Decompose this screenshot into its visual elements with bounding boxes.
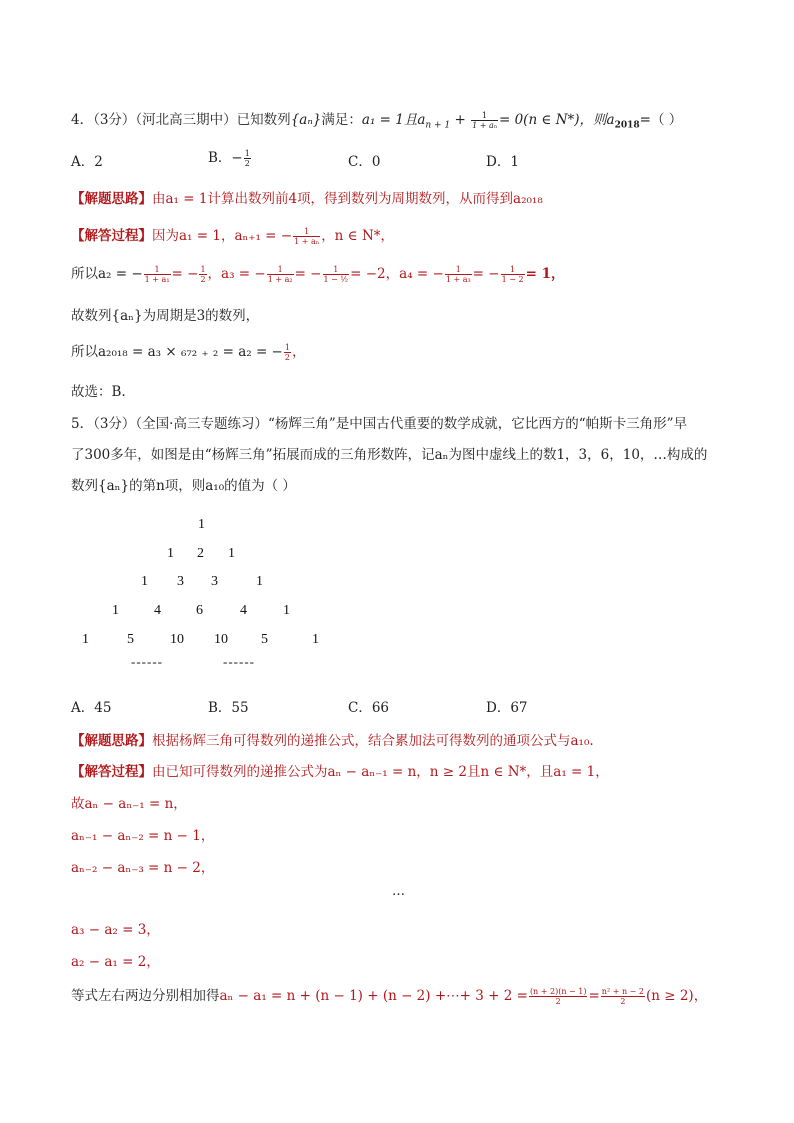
- q4-hint: [71, 187, 543, 207]
- q5-sum-expr: aₙ − a₁ = n + (n − 1) + (n − 2) +⋯+ 3 + 2 =: [219, 988, 528, 1004]
- tri-3-2: 6: [196, 603, 203, 618]
- q5-sum-prefix: 等式左右两边分别相加得: [71, 988, 220, 1004]
- q4-seq: {a: [290, 112, 308, 128]
- dashed-line-right: ------: [223, 654, 255, 669]
- tri-1-0: 1: [167, 546, 174, 561]
- q5-stem-line3: 数列{aₙ}的第n项，则a₁₀的值为（ ）: [71, 478, 296, 494]
- q4-hint-label: 【解题思路】: [71, 191, 152, 207]
- q5-stem-line2: 了300多年，如图是由“杨辉三角”拓展而成的三角形数阵，记aₙ为图中虚线上的数1，3，6，10，…构成的: [71, 447, 708, 463]
- tri-1-2: 1: [228, 546, 235, 561]
- q4-option-c[interactable]: C．0: [348, 154, 381, 170]
- tri-4-2: 10: [170, 632, 184, 647]
- tri-3-3: 4: [240, 603, 247, 618]
- q4-stem-end: =（ ）: [639, 112, 683, 128]
- tri-4-3: 10: [214, 632, 228, 647]
- tri-4-0: 1: [82, 632, 89, 647]
- q4-proc-fraction: $\frac{1}{\text{1 + aₙ}}$: [294, 227, 320, 246]
- q4-cond-fraction: $\frac{1}{\text{1 + aₙ}}$: [472, 111, 497, 130]
- tri-2-0: 1: [141, 574, 148, 589]
- tri-4-5: 1: [312, 632, 319, 647]
- q5-proc-text: 由已知可得数列的递推公式为aₙ − aₙ₋₁ = n，n ≥ 2且n ∈ N*，且a₁ = 1，: [152, 764, 609, 780]
- q4-hint-text: 由a₁ = 1计算出数列前4项，得到数列为周期数列，从而得到a₂₀₁₈: [152, 191, 543, 207]
- q5-option-c[interactable]: C．66: [348, 700, 390, 716]
- q5-hint: [71, 729, 594, 749]
- q4-option-b-fraction: $\frac{1}{2}$: [244, 149, 250, 168]
- q5-eq4: a₃ − a₂ = 3，: [71, 922, 160, 938]
- q4-option-b[interactable]: B．− $\frac{1}{2}$: [208, 149, 250, 168]
- q4-line3: 故数列{aₙ}为周期是3的数列，: [71, 308, 260, 324]
- q4-cond-tail: = 0(n ∈ N*)，则a: [498, 112, 615, 128]
- q4-option-d[interactable]: D．1: [486, 154, 519, 170]
- tri-3-0: 1: [112, 603, 119, 618]
- tri-0-0: 1: [198, 517, 205, 532]
- q5-eq3: aₙ₋₂ − aₙ₋₃ = n − 2，: [71, 860, 215, 876]
- q4-line2: 所以a₂ = − $\frac{1}{\text{1 + a₁}}$ = − $\frac{1}{2}$ ，a₃ = − $\frac{1}{\text{1 + a₂}}$ = − $\frac{1}{\text{1 − ½}}$ = −2，a₄ = − $\frac{1}{\text{1 + a₃}}$ = − $\frac{1}{1 - 2}$ = 1，: [71, 265, 565, 284]
- q5-option-d[interactable]: D．67: [486, 700, 528, 716]
- q4-option-a[interactable]: A．2: [71, 154, 103, 170]
- q5-ellipsis: …: [392, 884, 405, 899]
- q5-process: [71, 760, 609, 780]
- q5-option-a[interactable]: A．45: [71, 700, 112, 716]
- tri-3-4: 1: [283, 603, 290, 618]
- q5-hint-label: 【解题思路】: [71, 733, 152, 749]
- q4-line4: 所以a₂₀₁₈ = a₃ × ₆₇₂ ₊ ₂ = a₂ = − $\frac{1}{2}$ ，: [71, 343, 306, 362]
- q5-stem-line1: 5．（3分）（全国·高三专题练习）“杨辉三角”是中国古代重要的数学成就，它比西方的“帕斯卡三角形”早: [71, 416, 688, 432]
- q4-proc-label: 【解答过程】: [71, 228, 152, 244]
- q5-eq1: 故aₙ − aₙ₋₁ = n，: [71, 796, 187, 812]
- tri-2-2: 3: [211, 574, 218, 589]
- q4-stem-mid: 满足：: [321, 112, 362, 128]
- q4-answer: 故选：B.: [71, 384, 126, 400]
- q5-eq2: aₙ₋₁ − aₙ₋₂ = n − 1，: [71, 828, 215, 844]
- q4-process: 【解答过程】因为a₁ = 1，aₙ₊₁ = − $\frac{1}{\text{1 + aₙ}}$ ，n ∈ N*，: [71, 227, 395, 246]
- tri-2-1: 3: [177, 574, 184, 589]
- tri-3-1: 4: [154, 603, 161, 618]
- q4-target-sub: 2018: [614, 120, 640, 131]
- tri-1-1: 2: [197, 546, 204, 561]
- q4-stem: 4．（3分）（河北高三期中）已知数列{aₙ}满足：a₁ = 1且$a_{n + 1}$ + $\frac{1}{\text{1 + aₙ}}$ = 0(n ∈ N*)，则$a_{2018}=$（ ）: [71, 111, 683, 131]
- tri-2-3: 1: [256, 574, 263, 589]
- dashed-line-left: ------: [131, 654, 163, 669]
- tri-4-1: 5: [127, 632, 134, 647]
- q5-proc-label: 【解答过程】: [71, 764, 152, 780]
- q5-eq5: a₂ − a₁ = 2，: [71, 954, 160, 970]
- q5-sum-line: 等式左右两边分别相加得aₙ − a₁ = n + (n − 1) + (n − 2) +⋯+ 3 + 2 = $\frac{(n + 2)(n - 1)}{2}$ = $\frac{\text{n² + n − 2}}{2}$ (n ≥ 2)，: [71, 987, 708, 1006]
- q4-stem-prefix: 4．（3分）（河北高三期中）已知数列: [71, 112, 291, 128]
- q4-cond: a₁ = 1且a: [361, 112, 426, 128]
- q5-option-b[interactable]: B．55: [208, 700, 249, 716]
- tri-4-4: 5: [261, 632, 268, 647]
- q5-hint-text: 根据杨辉三角可得数列的递推公式，结合累加法可得数列的通项公式与a₁₀.: [152, 733, 594, 749]
